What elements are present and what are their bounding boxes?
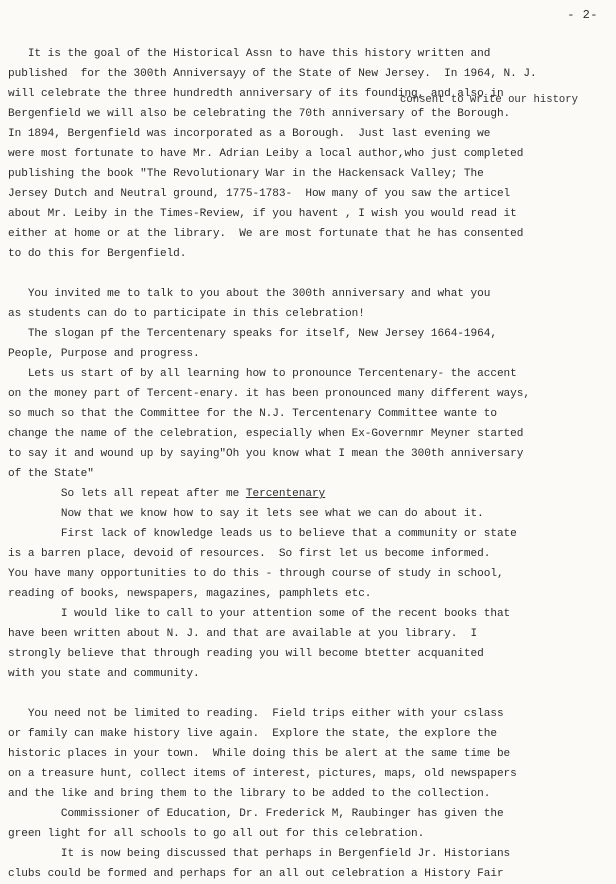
text-line: of the State" bbox=[8, 468, 94, 480]
text-line: The slogan pf the Tercentenary speaks for itself, New Jersey 1664-1964, bbox=[8, 328, 497, 340]
text-line: It is now being discussed that perhaps in Bergenfield Jr. Historians bbox=[8, 848, 511, 860]
text-line: or family can make history live again. Explore the state, the explore the bbox=[8, 728, 497, 740]
text-line: on the money part of Tercent-enary. it has been pronounced many different ways, bbox=[8, 388, 530, 400]
letter-body bbox=[8, 44, 608, 884]
text-line: Lets us start of by all learning how to pronounce Tercentenary- the accent bbox=[8, 368, 517, 380]
text-line: with you state and community. bbox=[8, 668, 200, 680]
text-line: is a barren place, devoid of resources. So first let us become informed. bbox=[8, 548, 491, 560]
text-line: green light for all schools to go all out for this celebration. bbox=[8, 828, 425, 840]
text-line: publishing the book "The Revolutionary War in the Hackensack Valley; The bbox=[8, 168, 484, 180]
text-line: published for the 300th Anniversayy of the State of New Jersey. In 1964, N. J. bbox=[8, 68, 537, 80]
blank-line bbox=[8, 264, 608, 284]
text-line: and the like and bring them to the library to be added to the collection. bbox=[8, 788, 491, 800]
underlined-word: Tercentenary bbox=[245, 488, 326, 500]
text-line: have been written about N. J. and that are available at you library. I bbox=[8, 628, 478, 640]
text-line: historic places in your town. While doing this be alert at the same time be bbox=[8, 748, 511, 760]
text-line: First lack of knowledge leads us to believe that a community or state bbox=[8, 528, 517, 540]
text-line: Bergenfield we will also be celebrating the 70th anniversary of the Borough. bbox=[8, 108, 511, 120]
text-line: about Mr. Leiby in the Times-Review, if you havent , I wish you would read it bbox=[8, 208, 517, 220]
text-line: change the name of the celebration, especially when Ex-Governmr Meyner started bbox=[8, 428, 524, 440]
text-line: clubs could be formed and perhaps for an all out celebration a History Fair bbox=[8, 868, 504, 880]
text-line: In 1894, Bergenfield was incorporated as a Borough. Just last evening we bbox=[8, 128, 491, 140]
text-line: It is the goal of the Historical Assn to have this history written and bbox=[8, 48, 491, 60]
text-line: You have many opportunities to do this - through course of study in school, bbox=[8, 568, 504, 580]
text-line: as students can do to participate in this celebration! bbox=[8, 308, 365, 320]
blank-line bbox=[8, 684, 608, 704]
text-line: to do this for Bergenfield. bbox=[8, 248, 187, 260]
text-line: Now that we know how to say it lets see what we can do about it. bbox=[8, 508, 484, 520]
text-line: so much so that the Committee for the N.J. Tercentenary Committee wante to bbox=[8, 408, 497, 420]
text-line: on a treasure hunt, collect items of interest, pictures, maps, old newspapers bbox=[8, 768, 517, 780]
text-line: You need not be limited to reading. Field trips either with your cslass bbox=[8, 708, 504, 720]
text-line-tercentenary: So lets all repeat after me Tercentenary bbox=[8, 488, 326, 500]
text-line: reading of books, newspapers, magazines, pamphlets etc. bbox=[8, 588, 372, 600]
page-number: - 2- bbox=[567, 8, 598, 22]
text-line: I would like to call to your attention some of the recent books that bbox=[8, 608, 511, 620]
text-line: will celebrate the three hundredth anniversary of its founding, and also in bbox=[8, 88, 504, 100]
typed-note-overtype: consent to write our history bbox=[400, 94, 579, 106]
text-line: Jersey Dutch and Neutral ground, 1775-1783- How many of you saw the articel bbox=[8, 188, 511, 200]
text-line: strongly believe that through reading you will become btetter acquanited bbox=[8, 648, 484, 660]
text-line: to say it and wound up by saying"Oh you know what I mean the 300th anniversary bbox=[8, 448, 524, 460]
text-line: were most fortunate to have Mr. Adrian Leiby a local author,who just completed bbox=[8, 148, 524, 160]
text-line: People, Purpose and progress. bbox=[8, 348, 200, 360]
text-line: Commissioner of Education, Dr. Frederick M, Raubinger has given the bbox=[8, 808, 504, 820]
text-line: either at home or at the library. We are most fortunate that he has consented bbox=[8, 228, 524, 240]
text-line: You invited me to talk to you about the 300th anniversary and what you bbox=[8, 288, 491, 300]
